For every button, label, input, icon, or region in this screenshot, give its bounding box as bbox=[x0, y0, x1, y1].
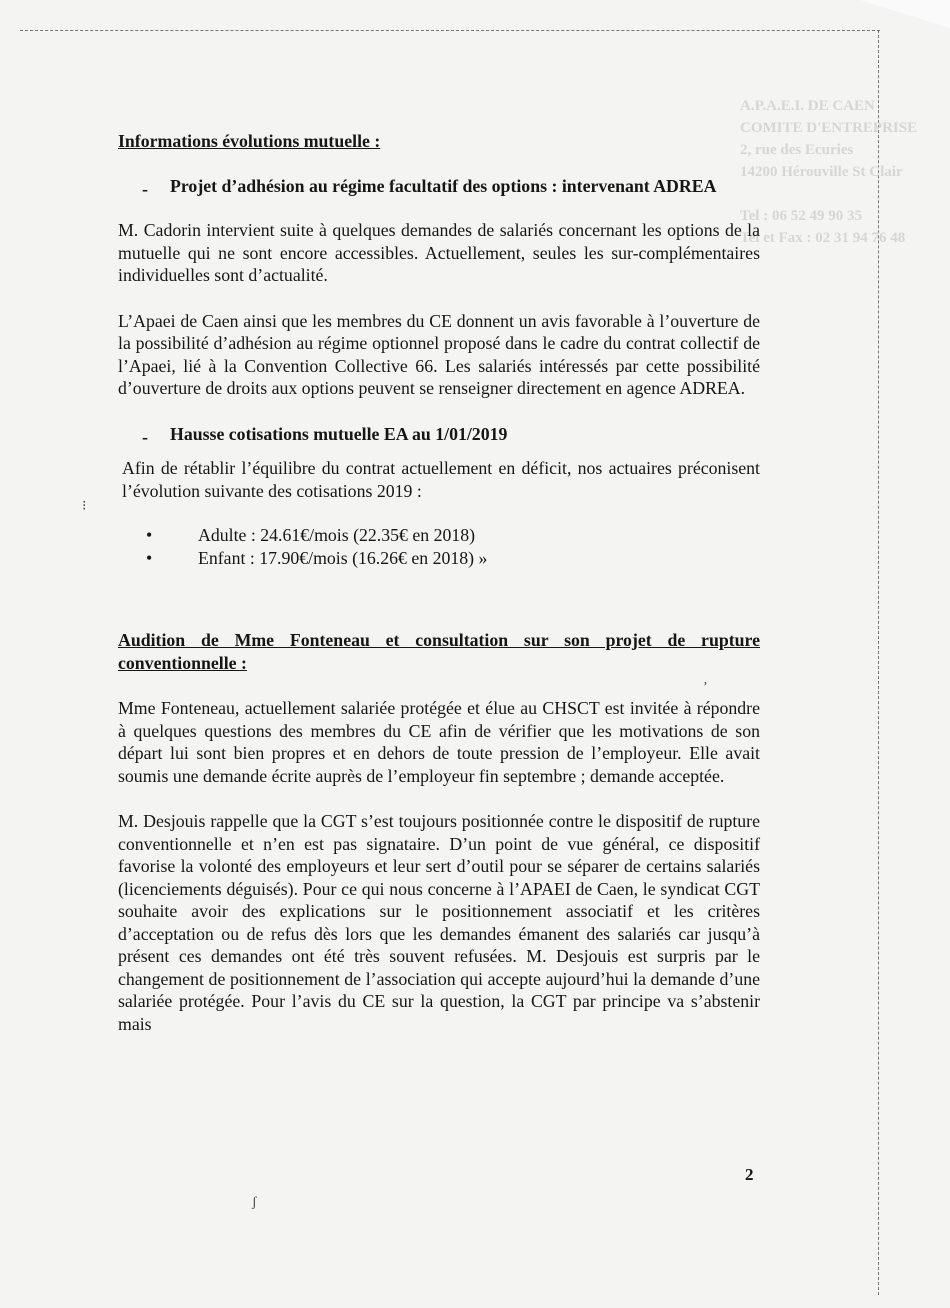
stray-mark: ʼ bbox=[703, 680, 708, 695]
dash-marker: - bbox=[142, 178, 148, 199]
cotisations-list bbox=[118, 524, 760, 569]
section-heading-audition: Audition de Mme Fonteneau et consultation sur son projet de rupture conventionnelle : bbox=[118, 630, 760, 673]
page-number: 2 bbox=[745, 1165, 754, 1184]
paragraph-desjouis: M. Desjouis rappelle que la CGT s’est toujours positionnée contre le dispositif de rupture conventionnelle et n’en est pas signataire. D’un point de vue général, ce dispositif favorise la volonté des employeurs et leur sert d’outil pour se séparer de certains salariés (licenciements déguisés). Pour ce qui nous concerne à l’APAEI de Caen, le syndicat CGT souhaite avoir des explications sur le positionnement associatif et les critères d’acceptation ou de refus dès lors que les demandes émanent des salariés car jusqu’à présent ces demandes ont été très souvent refusées. M. Desjouis est surpris par le changement de positionnement de l’association qui accepte aujourd’hui la demande d’une salariée protégée. Pour l’avis du CE sur la question, la CGT par principe va s’abstenir mais bbox=[118, 811, 760, 1034]
list-item: • Enfant : 17.90€/mois (16.26€ en 2018) » bbox=[118, 547, 760, 570]
paragraph-actuaires: Afin de rétablir l’équilibre du contrat actuellement en déficit, nos actuaires préconisent l’évolution suivante des cotisations 2019 : bbox=[122, 458, 760, 501]
bleed-through-letterhead: A.P.A.E.I. DE CAEN COMITE D'ENTREPRISE 2, rue des Ecuries 14200 Hérouville St Clair Tel : 06 52 49 90 35 Tel et Fax : 02 31 94 76 48 bbox=[740, 98, 918, 246]
paragraph-fonteneau: Mme Fonteneau, actuellement salariée protégée et élue au CHSCT est invitée à répondre à quelques questions des membres du CE afin de vérifier que les motivations de son départ lui sont bien propres et en dehors de toute pression de l’employeur. Elle avait soumis une demande écrite auprès de l’employeur fin septembre ; demande acceptée. bbox=[118, 698, 760, 786]
subheading-text: Projet d’adhésion au régime facultatif des options : intervenant ADREA bbox=[170, 175, 717, 196]
folded-corner bbox=[860, 0, 950, 28]
section-heading-mutuelle: Informations évolutions mutuelle : bbox=[118, 131, 381, 151]
scan-edge-top bbox=[20, 30, 880, 31]
paragraph-cadorin: M. Cadorin intervient suite à quelques demandes de salariés concernant les options de la mutuelle qui ne sont encore accessibles. Actuellement, seules les sur-complémentaires individuelles sont d’actualité. bbox=[118, 220, 760, 285]
stray-mark: ⁝ bbox=[82, 499, 87, 514]
subheading-projet-adhesion bbox=[118, 175, 760, 198]
document-body bbox=[118, 130, 760, 1035]
subheading-text: Hausse cotisations mutuelle EA au 1/01/2019 bbox=[170, 423, 508, 444]
dash-marker: - bbox=[142, 426, 148, 447]
subheading-hausse-cotisations bbox=[118, 423, 760, 446]
list-item: • Adulte : 24.61€/mois (22.35€ en 2018) bbox=[118, 524, 760, 547]
stray-mark: ʃ bbox=[252, 1195, 257, 1210]
paragraph-avis-favorable: L’Apaei de Caen ainsi que les membres du CE donnent un avis favorable à l’ouverture de la possibilité d’adhésion au régime optionnel proposé dans le cadre du contrat collectif de l’Apaei, lié à la Convention Collective 66. Les salariés intéressés par cette possibilité d’ouverture de droits aux options peuvent se renseigner directement en agence ADREA. bbox=[118, 310, 760, 398]
